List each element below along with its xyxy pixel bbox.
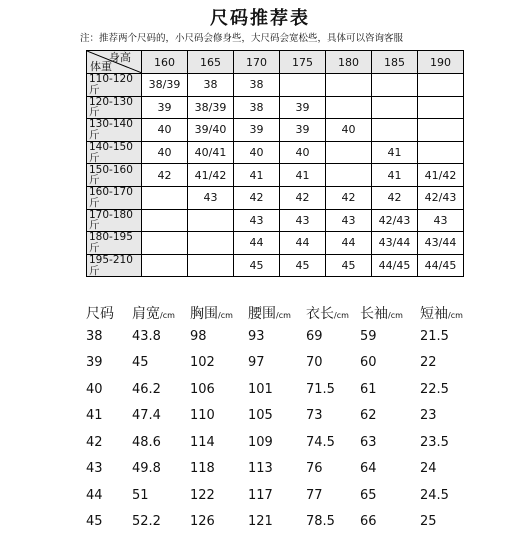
weight-axis-label: 体重 — [90, 61, 112, 72]
size-cell: 40/41 — [188, 141, 234, 164]
size-cell: 44 — [234, 232, 280, 255]
size-cell — [418, 96, 464, 119]
measurement-cell: 74.5 — [306, 429, 360, 456]
measurement-cell: 61 — [360, 376, 420, 403]
measurement-cell: 65 — [360, 482, 420, 509]
measurement-cell: 106 — [190, 376, 248, 403]
weight-row — [87, 74, 464, 97]
measurement-header-label: 长袖 — [360, 306, 388, 322]
size-cell: 42/43 — [418, 186, 464, 209]
size-cell: 40 — [234, 141, 280, 164]
height-axis-label: 身高 — [109, 52, 131, 63]
measurement-cell: 110 — [190, 403, 248, 430]
size-cell: 40 — [142, 141, 188, 164]
measurement-header-cell — [86, 303, 132, 323]
measurement-header-cell — [360, 303, 420, 323]
weight-row — [87, 164, 464, 187]
height-header-cell: 165 — [188, 51, 234, 74]
measurement-cell: 122 — [190, 482, 248, 509]
size-cell: 43/44 — [372, 232, 418, 255]
weight-range-cell: 150-160斤 — [87, 164, 142, 187]
measurement-cell: 41 — [86, 403, 132, 430]
size-cell: 39 — [280, 119, 326, 142]
measurement-cell: 23 — [420, 403, 470, 430]
size-cell — [418, 119, 464, 142]
measurement-cell: 76 — [306, 456, 360, 483]
size-cell: 38 — [234, 74, 280, 97]
weight-range-cell: 110-120斤 — [87, 74, 142, 97]
measurement-header-row — [86, 303, 470, 323]
weight-row — [87, 254, 464, 277]
measurement-cell: 51 — [132, 482, 190, 509]
size-recommendation-table — [86, 50, 464, 277]
measurement-row — [86, 350, 470, 377]
measurement-cell: 43.8 — [132, 323, 190, 350]
measurement-row — [86, 376, 470, 403]
size-cell: 40 — [326, 119, 372, 142]
measurement-cell: 114 — [190, 429, 248, 456]
size-cell: 42 — [326, 186, 372, 209]
weight-range-cell: 120-130斤 — [87, 96, 142, 119]
size-cell: 41/42 — [418, 164, 464, 187]
measurement-unit: /cm — [160, 311, 175, 320]
weight-range-cell: 130-140斤 — [87, 119, 142, 142]
measurement-cell: 118 — [190, 456, 248, 483]
measurement-cell: 98 — [190, 323, 248, 350]
size-cell: 39 — [234, 119, 280, 142]
measurement-cell: 49.8 — [132, 456, 190, 483]
measurement-cell: 69 — [306, 323, 360, 350]
weight-row — [87, 186, 464, 209]
height-header-cell: 185 — [372, 51, 418, 74]
measurement-cell: 71.5 — [306, 376, 360, 403]
measurement-cell: 78.5 — [306, 509, 360, 535]
measurement-cell: 38 — [86, 323, 132, 350]
measurement-unit: /cm — [388, 311, 403, 320]
measurement-cell: 59 — [360, 323, 420, 350]
measurement-cell: 23.5 — [420, 429, 470, 456]
size-cell — [372, 119, 418, 142]
height-header-cell: 175 — [280, 51, 326, 74]
measurement-cell: 109 — [248, 429, 306, 456]
size-cell — [188, 232, 234, 255]
size-cell: 43/44 — [418, 232, 464, 255]
measurement-row — [86, 456, 470, 483]
size-cell: 43 — [326, 209, 372, 232]
measurement-cell: 22.5 — [420, 376, 470, 403]
measurement-row — [86, 482, 470, 509]
size-cell — [372, 96, 418, 119]
height-header-cell: 160 — [142, 51, 188, 74]
measurement-cell: 43 — [86, 456, 132, 483]
measurement-cell: 62 — [360, 403, 420, 430]
measurement-cell: 25 — [420, 509, 470, 535]
measurement-cell: 121 — [248, 509, 306, 535]
measurement-cell: 60 — [360, 350, 420, 377]
size-cell: 41 — [372, 141, 418, 164]
size-cell: 43 — [280, 209, 326, 232]
size-cell: 40 — [280, 141, 326, 164]
size-cell — [142, 254, 188, 277]
measurement-cell: 47.4 — [132, 403, 190, 430]
measurement-cell: 64 — [360, 456, 420, 483]
size-cell: 39 — [280, 96, 326, 119]
size-cell — [188, 209, 234, 232]
size-cell: 38 — [188, 74, 234, 97]
measurement-cell: 22 — [420, 350, 470, 377]
size-cell — [418, 141, 464, 164]
measurement-cell: 42 — [86, 429, 132, 456]
size-cell: 42 — [280, 186, 326, 209]
measurement-unit: /cm — [334, 311, 349, 320]
size-cell: 38/39 — [142, 74, 188, 97]
size-cell: 38/39 — [188, 96, 234, 119]
weight-range-cell: 140-150斤 — [87, 141, 142, 164]
size-cell: 39/40 — [188, 119, 234, 142]
size-cell: 42 — [234, 186, 280, 209]
measurement-cell: 63 — [360, 429, 420, 456]
measurement-cell: 105 — [248, 403, 306, 430]
measurement-cell: 126 — [190, 509, 248, 535]
measurement-cell: 24.5 — [420, 482, 470, 509]
weight-row — [87, 209, 464, 232]
size-cell: 41/42 — [188, 164, 234, 187]
size-cell — [326, 96, 372, 119]
measurement-cell: 93 — [248, 323, 306, 350]
size-cell — [326, 141, 372, 164]
measurement-header-cell — [306, 303, 360, 323]
weight-row — [87, 96, 464, 119]
size-cell: 38 — [234, 96, 280, 119]
size-cell — [142, 232, 188, 255]
measurement-row — [86, 509, 470, 535]
measurement-cell: 113 — [248, 456, 306, 483]
measurement-header-label: 肩宽 — [132, 306, 160, 322]
size-cell: 39 — [142, 96, 188, 119]
measurement-cell: 45 — [86, 509, 132, 535]
size-cell — [188, 254, 234, 277]
size-cell — [142, 209, 188, 232]
measurement-cell: 66 — [360, 509, 420, 535]
measurement-table — [86, 303, 470, 535]
measurement-cell: 97 — [248, 350, 306, 377]
size-cell: 45 — [234, 254, 280, 277]
measurement-cell: 46.2 — [132, 376, 190, 403]
page-title: 尺码推荐表 — [0, 4, 520, 30]
measurement-cell: 52.2 — [132, 509, 190, 535]
measurement-row — [86, 323, 470, 350]
size-cell: 40 — [142, 119, 188, 142]
measurement-cell: 21.5 — [420, 323, 470, 350]
measurement-header-cell — [248, 303, 306, 323]
size-cell — [142, 186, 188, 209]
size-cell — [326, 164, 372, 187]
corner-cell — [87, 51, 142, 74]
measurement-header-label: 衣长 — [306, 306, 334, 322]
measurement-cell: 73 — [306, 403, 360, 430]
size-cell: 43 — [418, 209, 464, 232]
size-cell: 44/45 — [372, 254, 418, 277]
weight-row — [87, 232, 464, 255]
measurement-header-label: 腰围 — [248, 306, 276, 322]
measurement-header-cell — [420, 303, 470, 323]
size-cell: 41 — [280, 164, 326, 187]
size-cell: 45 — [326, 254, 372, 277]
measurement-cell: 117 — [248, 482, 306, 509]
height-header-cell: 180 — [326, 51, 372, 74]
size-cell: 44/45 — [418, 254, 464, 277]
weight-row — [87, 141, 464, 164]
size-cell: 42 — [372, 186, 418, 209]
size-cell: 43 — [188, 186, 234, 209]
measurement-row — [86, 403, 470, 430]
weight-range-cell: 170-180斤 — [87, 209, 142, 232]
weight-range-cell: 195-210斤 — [87, 254, 142, 277]
measurement-cell: 45 — [132, 350, 190, 377]
size-note: 注：推荐两个尺码的，小尺码会修身些，大尺码会宽松些，具体可以咨询客服 — [80, 30, 403, 44]
measurement-unit: /cm — [218, 311, 233, 320]
size-cell — [418, 74, 464, 97]
measurement-cell: 77 — [306, 482, 360, 509]
size-cell: 44 — [326, 232, 372, 255]
weight-range-cell: 180-195斤 — [87, 232, 142, 255]
measurement-header-label: 短袖 — [420, 306, 448, 322]
measurement-unit: /cm — [276, 311, 291, 320]
size-cell: 42/43 — [372, 209, 418, 232]
weight-row — [87, 119, 464, 142]
size-cell: 44 — [280, 232, 326, 255]
size-cell: 41 — [372, 164, 418, 187]
size-cell: 41 — [234, 164, 280, 187]
measurement-row — [86, 429, 470, 456]
height-header-cell: 190 — [418, 51, 464, 74]
size-cell: 45 — [280, 254, 326, 277]
measurement-cell: 39 — [86, 350, 132, 377]
measurement-cell: 70 — [306, 350, 360, 377]
measurement-cell: 44 — [86, 482, 132, 509]
size-cell: 42 — [142, 164, 188, 187]
size-cell: 43 — [234, 209, 280, 232]
measurement-cell: 24 — [420, 456, 470, 483]
measurement-header-label: 尺码 — [86, 306, 114, 322]
measurement-cell: 48.6 — [132, 429, 190, 456]
weight-range-cell: 160-170斤 — [87, 186, 142, 209]
height-header-cell: 170 — [234, 51, 280, 74]
measurement-header-label: 胸围 — [190, 306, 218, 322]
size-cell — [280, 74, 326, 97]
measurement-header-cell — [132, 303, 190, 323]
measurement-cell: 101 — [248, 376, 306, 403]
height-header-row — [87, 51, 464, 74]
size-cell — [372, 74, 418, 97]
measurement-unit: /cm — [448, 311, 463, 320]
measurement-cell: 102 — [190, 350, 248, 377]
measurement-cell: 40 — [86, 376, 132, 403]
measurement-header-cell — [190, 303, 248, 323]
size-cell — [326, 74, 372, 97]
